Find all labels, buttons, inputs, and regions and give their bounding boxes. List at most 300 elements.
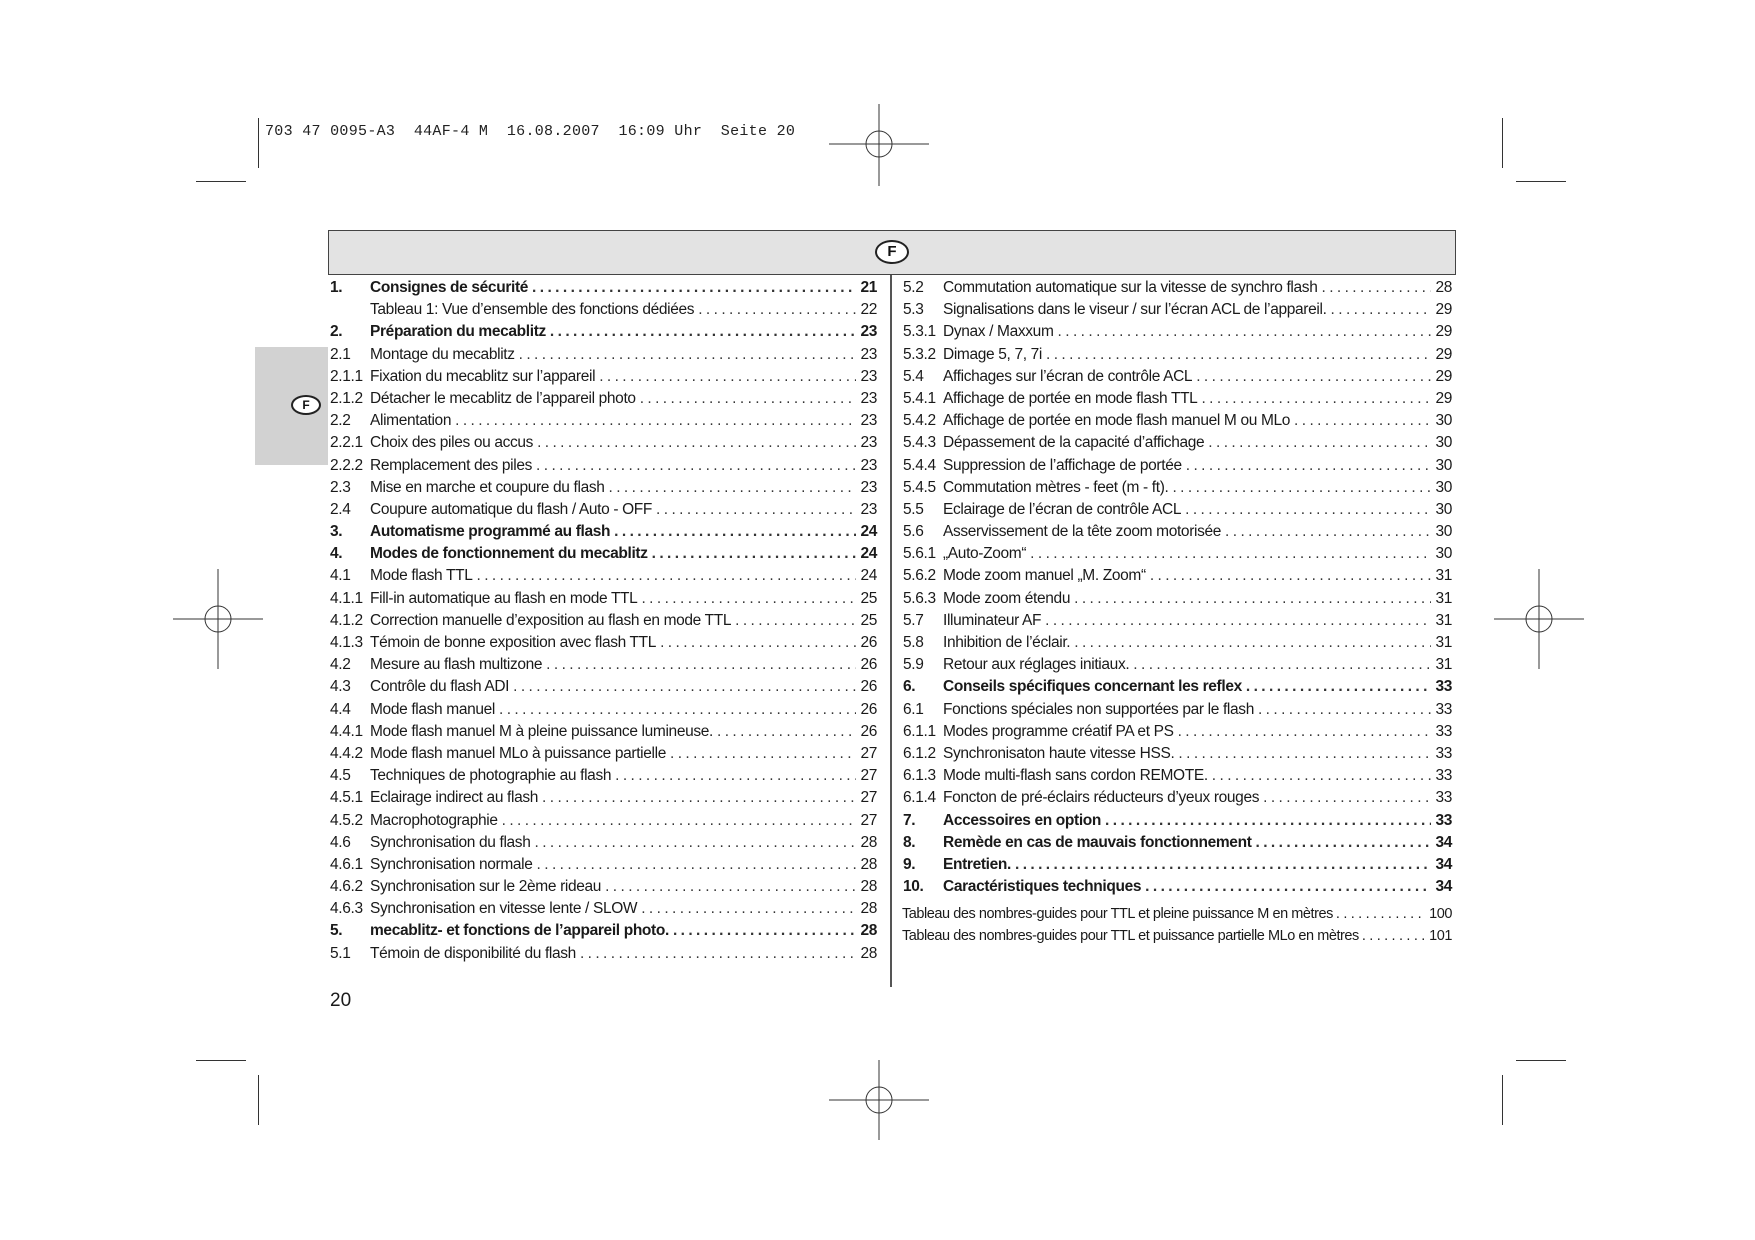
toc-leader-dots (1186, 455, 1432, 477)
toc-leader-dots (499, 699, 856, 721)
toc-entry[interactable] (903, 765, 1452, 787)
toc-entry-page: 23 (860, 478, 877, 496)
guide-number-table-entry[interactable] (902, 903, 1452, 925)
toc-entry-number: 5.5 (903, 500, 924, 518)
toc-entry-page: 31 (1435, 611, 1452, 629)
toc-entry-page: 24 (860, 567, 877, 585)
toc-entry-number: 4.1.3 (330, 634, 363, 651)
toc-leader-dots (1046, 344, 1431, 366)
toc-entry-page: 24 (860, 545, 877, 563)
toc-leader-dots (1178, 721, 1432, 743)
toc-entry-title: Commutation mètres - feet (m - ft). (943, 478, 1169, 496)
toc-entry-number: 2.2.1 (330, 434, 363, 452)
toc-entry[interactable] (330, 943, 877, 965)
toc-entry-number: 4.3 (330, 678, 351, 696)
toc-entry-page: 25 (860, 611, 877, 629)
toc-leader-dots (513, 676, 856, 698)
toc-leader-dots (1225, 521, 1431, 543)
toc-entry[interactable] (903, 699, 1452, 721)
toc-leader-dots (717, 721, 856, 743)
toc-entry-title: Fonctions spéciales non supportées par le flash (943, 700, 1254, 718)
toc-entry-title: Suppression de l’affichage de portée (943, 456, 1182, 474)
toc-entry-title: Contrôle du flash ADI (370, 678, 510, 696)
toc-leader-dots (599, 366, 856, 388)
toc-entry-page: 23 (860, 389, 877, 407)
toc-entry[interactable] (330, 854, 877, 876)
toc-leader-dots (477, 565, 857, 587)
toc-entry-title: Fill-in automatique au flash en mode TTL (370, 589, 638, 607)
toc-entry-number: 4.4 (330, 700, 351, 718)
toc-entry-number: 5.7 (903, 611, 924, 629)
toc-leader-dots (656, 499, 856, 521)
toc-entry-page: 28 (860, 833, 877, 851)
toc-entry-title: Modes de fonctionnement du mecablitz (370, 545, 648, 563)
toc-entry-title: Remède en cas de mauvais fonctionnement (943, 833, 1252, 851)
toc-entry[interactable] (903, 432, 1452, 454)
toc-entry-number: 5.2 (903, 279, 924, 296)
toc-entry[interactable] (330, 455, 877, 477)
toc-entry-title: Mesure au flash multizone (370, 656, 543, 674)
toc-entry-page: 31 (1435, 656, 1452, 674)
toc-entry-page: 34 (1435, 878, 1452, 896)
toc-left-column (330, 277, 877, 965)
toc-entry[interactable] (903, 610, 1452, 632)
toc-entry-page: 23 (860, 367, 877, 385)
toc-entry-title: Mode zoom étendu (943, 589, 1071, 607)
toc-entry-title: Affichage de portée en mode flash manuel M ou MLo (943, 412, 1291, 430)
guide-number-tables-list (902, 903, 1452, 947)
toc-leader-dots (735, 610, 856, 632)
toc-entry-number: 5. (330, 922, 343, 940)
toc-leader-dots (455, 410, 856, 432)
toc-entry[interactable] (903, 543, 1452, 565)
toc-entry-title: Commutation automatique sur la vitesse de synchro flash (943, 279, 1318, 296)
toc-entry-number: 4.6.3 (330, 900, 363, 918)
toc-entry-title: Alimentation (370, 412, 452, 430)
toc-leader-dots (1321, 277, 1431, 299)
toc-entry-page: 33 (1435, 789, 1452, 807)
guide-number-table-title: Tableau des nombres-guides pour TTL et puissance partielle MLo en mètres (902, 928, 1359, 944)
toc-entry[interactable] (330, 477, 877, 499)
toc-entry-page: 28 (860, 878, 877, 896)
toc-entry-page: 29 (1435, 323, 1452, 341)
toc-entry-title: „Auto-Zoom“ (943, 545, 1027, 563)
toc-entry-title: Coupure automatique du flash / Auto - OFF (370, 500, 653, 518)
toc-entry-page: 31 (1435, 589, 1452, 607)
toc-leader-dots (609, 477, 857, 499)
toc-entry-number: 5.3.1 (903, 323, 936, 341)
toc-entry[interactable] (330, 721, 877, 743)
toc-entry-number: 5.6.2 (903, 567, 936, 585)
guide-number-table-entry[interactable] (902, 925, 1452, 947)
toc-entry[interactable] (330, 299, 877, 321)
page-number: 20 (330, 990, 352, 1011)
toc-entry-title: mecablitz- et fonctions de l’appareil photo. (370, 922, 669, 940)
toc-entry-page: 30 (1435, 456, 1452, 474)
toc-entry-number: 6.1.2 (903, 744, 936, 762)
toc-entry[interactable] (330, 920, 877, 942)
toc-entry-title: Affichage de portée en mode flash TTL (943, 389, 1198, 407)
toc-entry-number: 6. (903, 678, 916, 696)
toc-entry-page: 26 (860, 656, 877, 674)
toc-entry[interactable] (903, 632, 1452, 654)
toc-leader-dots (537, 432, 856, 454)
language-badge: F (875, 240, 909, 264)
toc-entry-number: 4.4.2 (330, 744, 363, 762)
toc-entry-title: Automatisme programmé au flash (370, 523, 611, 541)
toc-entry[interactable] (330, 588, 877, 610)
toc-entry-number: 5.4.4 (903, 456, 936, 474)
toc-entry-number: 5.4.5 (903, 478, 936, 496)
toc-entry[interactable] (903, 477, 1452, 499)
toc-entry-number: 4.6 (330, 833, 351, 851)
toc-entry-title: Mise en marche et coupure du flash (370, 478, 605, 496)
toc-entry-number: 6.1.4 (903, 789, 936, 807)
toc-entry[interactable] (330, 810, 877, 832)
toc-entry-number: 5.4 (903, 367, 924, 385)
toc-entry[interactable] (330, 321, 877, 343)
toc-entry-number: 5.6.3 (903, 589, 936, 607)
toc-entry-number: 2.1.2 (330, 389, 363, 407)
toc-leader-dots (652, 543, 857, 565)
toc-entry-number: 4.4.1 (330, 722, 363, 740)
toc-leader-dots (1196, 366, 1431, 388)
registration-mark-left-icon (168, 569, 268, 669)
toc-entry-page: 23 (860, 500, 877, 518)
header-bar (328, 230, 1456, 275)
toc-entry[interactable] (903, 654, 1452, 676)
toc-leader-dots (1212, 765, 1432, 787)
toc-entry[interactable] (903, 588, 1452, 610)
toc-entry-number: 4.6.2 (330, 878, 363, 896)
toc-entry-title: Entretien. (943, 855, 1011, 873)
toc-entry-page: 26 (860, 678, 877, 696)
toc-leader-dots (1256, 832, 1432, 854)
toc-entry-title: Mode flash manuel M à pleine puissance lumineuse. (370, 722, 713, 740)
toc-entry-page: 33 (1435, 811, 1452, 829)
toc-entry-title: Mode flash TTL (370, 567, 473, 585)
toc-entry[interactable] (903, 743, 1452, 765)
toc-entry-title: Macrophotographie (370, 811, 498, 829)
crop-mark-top-left-horizontal (196, 181, 246, 182)
toc-leader-dots (1145, 876, 1431, 898)
toc-entry-page: 30 (1435, 478, 1452, 496)
toc-entry-page: 26 (860, 722, 877, 740)
toc-entry-title: Tableau 1: Vue d’ensemble des fonctions dédiées (370, 301, 695, 319)
toc-entry-number: 5.6.1 (903, 545, 936, 563)
toc-entry[interactable] (330, 565, 877, 587)
toc-entry[interactable] (330, 277, 877, 299)
toc-entry[interactable] (330, 876, 877, 898)
toc-entry-page: 23 (860, 434, 877, 452)
toc-entry-number: 7. (903, 811, 916, 829)
toc-entry-title: Conseils spécifiques concernant les reflex (943, 678, 1242, 696)
toc-entry-title: Eclairage indirect au flash (370, 789, 539, 807)
toc-entry[interactable] (330, 676, 877, 698)
toc-entry[interactable] (330, 654, 877, 676)
toc-entry-title: Modes programme créatif PA et PS (943, 722, 1174, 740)
toc-entry-number: 2.1.1 (330, 367, 363, 385)
toc-entry[interactable] (330, 521, 877, 543)
toc-entry-page: 27 (860, 789, 877, 807)
registration-mark-bottom-icon (829, 1050, 929, 1150)
toc-entry-number: 10. (903, 878, 924, 896)
toc-entry[interactable] (330, 543, 877, 565)
toc-entry-page: 33 (1435, 700, 1452, 718)
toc-leader-dots (605, 876, 856, 898)
toc-entry-page: 30 (1435, 523, 1452, 541)
toc-leader-dots (1336, 903, 1426, 925)
toc-entry-title: Synchronisation en vitesse lente / SLOW (370, 900, 638, 918)
toc-leader-dots (1058, 321, 1432, 343)
toc-entry[interactable] (330, 632, 877, 654)
toc-leader-dots (1105, 810, 1431, 832)
toc-entry-title: Remplacement des piles (370, 456, 533, 474)
toc-leader-dots (1178, 743, 1431, 765)
toc-entry[interactable] (330, 344, 877, 366)
toc-entry-number: 5.3.2 (903, 345, 936, 363)
toc-leader-dots (641, 898, 856, 920)
toc-entry-page: 28 (860, 855, 877, 873)
toc-leader-dots (550, 321, 857, 343)
toc-entry[interactable] (330, 787, 877, 809)
toc-entry-title: Consignes de sécurité (370, 279, 529, 296)
toc-leader-dots (660, 632, 856, 654)
toc-entry-page: 27 (860, 811, 877, 829)
toc-entry[interactable] (903, 299, 1452, 321)
toc-entry-title: Fixation du mecablitz sur l’appareil (370, 367, 596, 385)
toc-entry-number: 2.1 (330, 345, 351, 363)
guide-number-table-title: Tableau des nombres-guides pour TTL et pleine puissance M en mètres (902, 906, 1333, 922)
toc-leader-dots (1045, 610, 1431, 632)
crop-mark-top-left-vertical (258, 118, 259, 168)
toc-entry-page: 28 (860, 922, 877, 940)
language-side-tab (255, 347, 328, 465)
toc-entry-page: 25 (860, 589, 877, 607)
toc-entry[interactable] (903, 854, 1452, 876)
toc-entry-page: 28 (1435, 279, 1452, 296)
toc-entry-number: 2.2 (330, 412, 351, 430)
toc-entry-number: 5.8 (903, 634, 924, 651)
toc-entry[interactable] (330, 499, 877, 521)
toc-entry-number: 6.1 (903, 700, 924, 718)
toc-entry-number: 4.1.1 (330, 589, 363, 607)
toc-entry-page: 31 (1435, 567, 1452, 585)
toc-entry[interactable] (903, 565, 1452, 587)
toc-entry[interactable] (903, 277, 1452, 299)
toc-leader-dots (580, 943, 857, 965)
toc-entry-page: 21 (860, 279, 877, 296)
toc-entry[interactable] (330, 388, 877, 410)
toc-entry[interactable] (903, 521, 1452, 543)
toc-entry[interactable] (903, 721, 1452, 743)
toc-right-column (903, 277, 1452, 898)
toc-leader-dots (1208, 432, 1431, 454)
toc-entry-page: 29 (1435, 389, 1452, 407)
toc-leader-dots (641, 588, 856, 610)
toc-entry-title: Témoin de disponibilité du flash (370, 944, 576, 962)
toc-entry-page: 30 (1435, 545, 1452, 563)
toc-entry[interactable] (903, 810, 1452, 832)
toc-entry[interactable] (330, 765, 877, 787)
crop-mark-top-right-horizontal (1516, 181, 1566, 182)
toc-leader-dots (1172, 477, 1431, 499)
toc-entry-number: 4.1 (330, 567, 351, 585)
toc-leader-dots (1258, 699, 1431, 721)
toc-leader-dots (1015, 854, 1431, 876)
toc-entry-number: 8. (903, 833, 916, 851)
toc-entry-title: Caractéristiques techniques (943, 878, 1142, 896)
toc-entry-title: Eclairage de l’écran de contrôle ACL (943, 500, 1182, 518)
toc-entry-title: Affichages sur l’écran de contrôle ACL (943, 367, 1193, 385)
toc-entry-number: 1. (330, 279, 343, 296)
toc-entry-title: Dynax / Maxxum (943, 323, 1054, 341)
toc-entry-title: Dépassement de la capacité d’affichage (943, 434, 1205, 452)
toc-entry-page: 23 (860, 412, 877, 430)
toc-entry[interactable] (330, 743, 877, 765)
toc-leader-dots (1074, 588, 1431, 610)
toc-leader-dots (1263, 787, 1431, 809)
toc-entry-title: Synchronisaton haute vitesse HSS. (943, 744, 1175, 762)
toc-entry[interactable] (903, 499, 1452, 521)
toc-entry-title: Signalisations dans le viseur / sur l’écran ACL de l’appareil. (943, 301, 1327, 319)
toc-leader-dots (534, 832, 856, 854)
toc-entry[interactable] (330, 432, 877, 454)
guide-number-table-page: 101 (1429, 928, 1452, 944)
toc-entry-page: 28 (860, 900, 877, 918)
toc-leader-dots (640, 388, 857, 410)
toc-entry-page: 33 (1435, 722, 1452, 740)
column-divider (890, 275, 892, 987)
toc-entry-page: 23 (860, 323, 877, 341)
toc-entry-number: 4.5.2 (330, 811, 363, 829)
toc-entry[interactable] (903, 676, 1452, 698)
toc-leader-dots (1246, 676, 1432, 698)
toc-entry-title: Témoin de bonne exposition avec flash TTL (370, 634, 657, 651)
toc-entry[interactable] (903, 787, 1452, 809)
toc-leader-dots (670, 743, 856, 765)
toc-entry[interactable] (903, 876, 1452, 898)
toc-entry[interactable] (330, 410, 877, 432)
toc-leader-dots (1150, 565, 1432, 587)
toc-leader-dots (542, 787, 856, 809)
crop-mark-bottom-right-vertical (1502, 1075, 1503, 1125)
toc-leader-dots (1294, 410, 1431, 432)
toc-entry-number: 2. (330, 323, 343, 341)
toc-entry-title: Mode zoom manuel „M. Zoom“ (943, 567, 1146, 585)
toc-entry[interactable] (903, 366, 1452, 388)
toc-entry-number: 9. (903, 855, 916, 873)
toc-entry-title: Retour aux réglages initiaux. (943, 656, 1130, 674)
toc-entry-number: 5.3 (903, 301, 924, 319)
toc-leader-dots (1362, 925, 1426, 947)
toc-entry-title: Correction manuelle d’exposition au flash en mode TTL (370, 611, 732, 629)
toc-entry-page: 23 (860, 345, 877, 363)
toc-entry-number: 5.6 (903, 523, 924, 541)
toc-entry-page: 27 (860, 744, 877, 762)
toc-entry[interactable] (330, 610, 877, 632)
toc-entry-page: 33 (1435, 678, 1452, 696)
toc-entry[interactable] (330, 699, 877, 721)
toc-entry-page: 26 (860, 700, 877, 718)
toc-entry[interactable] (330, 366, 877, 388)
toc-entry-title: Mode flash manuel MLo à puissance partielle (370, 744, 666, 762)
crop-mark-bottom-left-horizontal (196, 1060, 246, 1061)
toc-entry-page: 27 (860, 767, 877, 785)
toc-entry[interactable] (903, 455, 1452, 477)
toc-entry-page: 34 (1435, 833, 1452, 851)
toc-leader-dots (1074, 632, 1431, 654)
toc-entry-title: Mode multi-flash sans cordon REMOTE. (943, 767, 1208, 785)
toc-entry-title: Accessoires en option (943, 811, 1102, 829)
toc-entry-title: Asservissement de la tête zoom motorisée (943, 523, 1222, 541)
toc-entry-number: 2.3 (330, 478, 351, 496)
toc-leader-dots (1133, 654, 1431, 676)
toc-entry-title: Dimage 5, 7, 7i (943, 345, 1042, 363)
crop-mark-bottom-right-horizontal (1516, 1060, 1566, 1061)
registration-mark-top-icon (829, 96, 929, 196)
toc-entry-page: 30 (1435, 412, 1452, 430)
toc-entry-title: Synchronisation du flash (370, 833, 531, 851)
toc-entry-page: 24 (860, 523, 877, 541)
toc-entry-page: 34 (1435, 855, 1452, 873)
toc-entry-number: 6.1.1 (903, 722, 936, 740)
toc-leader-dots (673, 920, 857, 942)
toc-entry-page: 29 (1435, 345, 1452, 363)
toc-entry-number: 4.5 (330, 767, 351, 785)
toc-entry-title: Foncton de pré-éclairs réducteurs d’yeux rouges (943, 789, 1260, 807)
toc-entry-title: Synchronisation normale (370, 855, 533, 873)
toc-entry-page: 26 (860, 634, 877, 651)
toc-leader-dots (537, 854, 857, 876)
toc-entry-number: 4.5.1 (330, 789, 363, 807)
toc-entry-page: 29 (1435, 301, 1452, 319)
toc-leader-dots (546, 654, 856, 676)
toc-entry-number: 4.6.1 (330, 855, 363, 873)
side-tab-language-badge: F (291, 395, 321, 415)
guide-number-table-page: 100 (1429, 906, 1452, 922)
crop-mark-bottom-left-vertical (258, 1075, 259, 1125)
toc-entry-page: 23 (860, 456, 877, 474)
toc-entry-page: 30 (1435, 500, 1452, 518)
toc-entry-number: 5.4.1 (903, 389, 936, 407)
toc-leader-dots (532, 277, 856, 299)
toc-entry-number: 5.4.3 (903, 434, 936, 452)
toc-entry[interactable] (903, 388, 1452, 410)
toc-entry-title: Inhibition de l’éclair. (943, 634, 1071, 651)
toc-entry-number: 4.1.2 (330, 611, 363, 629)
toc-entry-page: 30 (1435, 434, 1452, 452)
toc-entry-number: 5.4.2 (903, 412, 936, 430)
toc-entry[interactable] (903, 344, 1452, 366)
toc-entry-number: 5.9 (903, 656, 924, 674)
toc-entry[interactable] (903, 321, 1452, 343)
toc-leader-dots (536, 455, 856, 477)
toc-entry[interactable] (903, 410, 1452, 432)
toc-entry[interactable] (330, 832, 877, 854)
print-slug: 703 47 0095-A3 44AF-4 M 16.08.2007 16:09 Uhr Seite 20 (265, 123, 796, 140)
toc-entry-number: 3. (330, 523, 343, 541)
toc-entry[interactable] (903, 832, 1452, 854)
toc-entry[interactable] (330, 898, 877, 920)
toc-entry-title: Synchronisation sur le 2ème rideau (370, 878, 602, 896)
toc-leader-dots (1201, 388, 1431, 410)
toc-entry-page: 29 (1435, 367, 1452, 385)
toc-leader-dots (519, 344, 857, 366)
toc-entry-title: Techniques de photographie au flash (370, 767, 612, 785)
toc-entry-title: Illuminateur AF (943, 611, 1042, 629)
toc-entry-page: 33 (1435, 744, 1452, 762)
